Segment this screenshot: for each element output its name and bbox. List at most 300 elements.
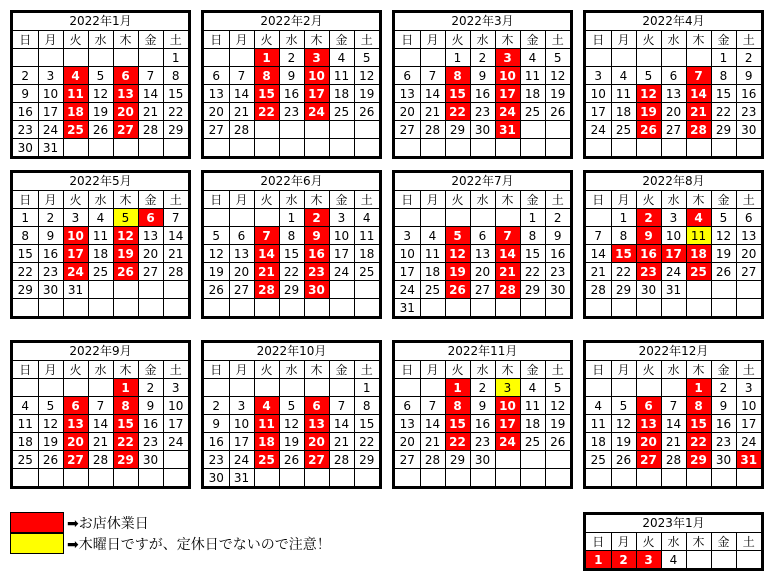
empty-cell [163,451,188,469]
holiday-day-cell: 17 [304,85,329,103]
day-cell: 11 [88,227,113,245]
month-title: 2022年4月 [586,13,761,31]
day-cell: 12 [711,227,736,245]
weekday-header [586,31,761,49]
day-cell: 10 [736,397,761,415]
week-row [586,451,761,469]
empty-cell [304,121,329,139]
day-cell: 21 [329,433,354,451]
empty-cell [661,299,686,317]
holiday-day-cell: 9 [304,227,329,245]
holiday-day-cell: 27 [636,451,661,469]
week-row [586,209,761,227]
empty-cell [445,209,470,227]
week-row [395,49,570,67]
empty-cell [163,139,188,157]
week-row [13,281,188,299]
day-cell: 9 [138,397,163,415]
empty-cell [545,469,570,487]
holiday-day-cell: 4 [254,397,279,415]
day-cell: 14 [229,85,254,103]
empty-cell [545,121,570,139]
month-calendar-next [583,512,764,571]
empty-cell [113,49,138,67]
week-row [204,263,379,281]
weekday-header [13,191,188,209]
empty-cell [38,299,63,317]
holiday-day-cell: 1 [445,379,470,397]
day-cell: 20 [470,263,495,281]
empty-cell [636,379,661,397]
holiday-day-cell: 22 [254,103,279,121]
empty-cell [686,281,711,299]
empty-cell [470,469,495,487]
day-cell: 27 [661,121,686,139]
weekday-cell: 月 [420,31,445,49]
weekday-cell: 水 [279,31,304,49]
day-cell: 28 [229,121,254,139]
day-cell: 15 [354,415,379,433]
day-cell: 7 [163,209,188,227]
day-cell: 19 [354,85,379,103]
weekday-cell: 火 [445,31,470,49]
week-row [13,139,188,157]
day-cell: 12 [204,245,229,263]
day-cell: 26 [354,103,379,121]
empty-cell [636,299,661,317]
weekday-cell: 土 [545,31,570,49]
day-cell: 25 [420,281,445,299]
day-cell: 21 [661,433,686,451]
weekday-cell: 月 [38,191,63,209]
weekday-cell: 木 [304,31,329,49]
empty-cell [204,49,229,67]
day-cell: 5 [545,49,570,67]
empty-cell [229,299,254,317]
weekday-cell: 火 [63,361,88,379]
day-cell: 3 [661,209,686,227]
month-title: 2022年11月 [395,343,570,361]
weekday-cell: 水 [470,361,495,379]
holiday-day-cell: 26 [113,263,138,281]
holiday-day-cell: 3 [636,551,661,569]
empty-cell [661,139,686,157]
day-cell: 23 [545,263,570,281]
day-cell: 13 [204,85,229,103]
weekday-cell: 水 [88,191,113,209]
week-row [586,139,761,157]
day-cell: 22 [163,103,188,121]
empty-cell [229,49,254,67]
holiday-day-cell: 25 [254,451,279,469]
holiday-day-cell: 1 [586,551,611,569]
empty-cell [586,299,611,317]
holiday-day-cell: 31 [495,121,520,139]
weekday-cell: 月 [611,31,636,49]
empty-cell [13,49,38,67]
weekday-cell: 金 [138,31,163,49]
legend [10,512,331,554]
week-row [204,451,379,469]
empty-cell [354,281,379,299]
holiday-day-cell: 18 [686,245,711,263]
day-cell: 17 [586,103,611,121]
week-row [204,299,379,317]
weekday-cell: 日 [395,31,420,49]
day-cell: 26 [711,263,736,281]
empty-cell [204,299,229,317]
week-row [586,299,761,317]
weekday-cell: 金 [329,361,354,379]
empty-cell [204,209,229,227]
empty-cell [163,299,188,317]
day-cell: 20 [138,245,163,263]
empty-cell [586,139,611,157]
empty-cell [736,139,761,157]
day-cell: 2 [711,379,736,397]
weekday-header [395,31,570,49]
day-cell: 27 [736,263,761,281]
holiday-day-cell: 20 [636,433,661,451]
month-title: 2023年1月 [586,515,761,533]
day-cell: 4 [520,49,545,67]
weekday-cell: 土 [736,361,761,379]
weekday-cell: 火 [254,191,279,209]
empty-cell [204,139,229,157]
day-cell: 21 [420,103,445,121]
weekday-cell: 日 [395,191,420,209]
day-cell: 28 [88,451,113,469]
empty-cell [279,379,304,397]
weekday-cell: 木 [686,361,711,379]
holiday-day-cell: 21 [495,263,520,281]
empty-cell [254,299,279,317]
weekday-header [204,191,379,209]
empty-cell [470,209,495,227]
day-cell: 24 [329,263,354,281]
day-cell: 16 [38,245,63,263]
week-row [395,209,570,227]
day-cell: 17 [163,415,188,433]
day-cell: 1 [13,209,38,227]
weekday-cell: 金 [138,361,163,379]
day-cell: 1 [445,49,470,67]
holiday-day-cell: 15 [113,415,138,433]
empty-cell [329,281,354,299]
empty-cell [686,469,711,487]
empty-cell [279,121,304,139]
empty-cell [520,451,545,469]
empty-cell [138,281,163,299]
holiday-day-cell: 15 [445,85,470,103]
day-cell: 18 [520,85,545,103]
day-cell: 15 [279,245,304,263]
holiday-day-cell: 29 [113,451,138,469]
holiday-day-cell: 18 [63,103,88,121]
weekday-cell: 金 [520,31,545,49]
legend-notice-label: ➡木曜日ですが、定休日でないので注意！ [67,536,331,553]
notice-day-cell: 5 [113,209,138,227]
day-cell: 30 [470,121,495,139]
weekday-cell: 木 [686,31,711,49]
day-cell: 19 [204,263,229,281]
holiday-day-cell: 8 [254,67,279,85]
week-row [395,227,570,245]
holiday-day-cell: 16 [304,245,329,263]
weekday-cell: 月 [229,31,254,49]
day-cell: 21 [420,433,445,451]
holiday-day-cell: 3 [304,49,329,67]
holiday-day-cell: 22 [445,433,470,451]
day-cell: 18 [520,415,545,433]
empty-cell [711,281,736,299]
day-cell: 16 [736,85,761,103]
day-cell: 6 [736,209,761,227]
day-cell: 29 [445,121,470,139]
day-cell: 3 [586,67,611,85]
holiday-day-cell: 14 [495,245,520,263]
day-cell: 11 [354,227,379,245]
holiday-day-cell: 10 [304,67,329,85]
week-row [204,49,379,67]
week-row [13,299,188,317]
day-cell: 9 [279,67,304,85]
day-cell: 18 [611,103,636,121]
day-cell: 12 [279,415,304,433]
empty-cell [13,469,38,487]
day-cell: 29 [445,451,470,469]
weekday-header [13,31,188,49]
weekday-cell: 月 [38,361,63,379]
week-row [13,451,188,469]
month-title: 2022年6月 [204,173,379,191]
month-table [395,191,570,316]
day-cell: 14 [88,415,113,433]
day-cell: 25 [13,451,38,469]
week-row [586,469,761,487]
empty-cell [470,139,495,157]
weekday-cell: 土 [545,361,570,379]
holiday-day-cell: 19 [636,103,661,121]
day-cell: 9 [470,397,495,415]
empty-cell [88,281,113,299]
weekday-cell: 土 [545,191,570,209]
day-cell: 3 [736,379,761,397]
empty-cell [38,469,63,487]
weekday-cell: 日 [13,361,38,379]
empty-cell [520,139,545,157]
day-cell: 5 [711,209,736,227]
day-cell: 7 [88,397,113,415]
day-cell: 7 [229,67,254,85]
day-cell: 17 [38,103,63,121]
empty-cell [420,49,445,67]
week-row [204,67,379,85]
week-row [204,121,379,139]
day-cell: 22 [611,263,636,281]
empty-cell [13,299,38,317]
month-title: 2022年12月 [586,343,761,361]
empty-cell [304,139,329,157]
empty-cell [254,209,279,227]
weekday-cell: 火 [445,361,470,379]
empty-cell [545,451,570,469]
weekday-cell: 土 [736,191,761,209]
day-cell: 9 [545,227,570,245]
day-cell: 24 [586,121,611,139]
day-cell: 5 [611,397,636,415]
week-row [395,121,570,139]
day-cell: 30 [711,451,736,469]
month-table [13,191,188,316]
day-cell: 11 [520,67,545,85]
weekday-cell: 土 [736,31,761,49]
day-cell: 7 [661,397,686,415]
day-cell: 24 [163,433,188,451]
week-row [13,245,188,263]
empty-cell [420,139,445,157]
empty-cell [611,49,636,67]
weekday-cell: 日 [13,191,38,209]
week-row [204,397,379,415]
empty-cell [254,469,279,487]
week-row [395,263,570,281]
day-cell: 7 [329,397,354,415]
weekday-cell: 木 [686,191,711,209]
weekday-header [204,361,379,379]
day-cell: 6 [229,227,254,245]
day-cell: 2 [204,397,229,415]
weekday-header [13,361,188,379]
empty-cell [204,379,229,397]
day-cell: 1 [354,379,379,397]
day-cell: 3 [395,227,420,245]
day-cell: 6 [395,67,420,85]
day-cell: 25 [88,263,113,281]
holiday-day-cell: 25 [63,121,88,139]
week-row [395,67,570,85]
notice-swatch [10,533,64,554]
day-cell: 8 [520,227,545,245]
empty-cell [611,139,636,157]
weekday-cell: 木 [495,191,520,209]
month-calendar [583,10,764,159]
weekday-cell: 水 [470,191,495,209]
day-cell: 10 [661,227,686,245]
week-row [395,379,570,397]
day-cell: 11 [586,415,611,433]
weekday-cell: 月 [229,361,254,379]
day-cell: 13 [470,245,495,263]
empty-cell [495,451,520,469]
day-cell: 2 [470,49,495,67]
empty-cell [495,209,520,227]
day-cell: 16 [204,433,229,451]
holiday-day-cell: 14 [686,85,711,103]
day-cell: 2 [736,49,761,67]
day-cell: 23 [711,433,736,451]
empty-cell [138,469,163,487]
holiday-day-cell: 28 [254,281,279,299]
day-cell: 24 [736,433,761,451]
day-cell: 21 [586,263,611,281]
day-cell: 21 [163,245,188,263]
day-cell: 18 [586,433,611,451]
day-cell: 24 [38,121,63,139]
empty-cell [520,299,545,317]
holiday-day-cell: 6 [636,397,661,415]
day-cell: 22 [13,263,38,281]
weekday-header [586,191,761,209]
month-table [586,191,761,316]
day-cell: 13 [661,85,686,103]
day-cell: 20 [736,245,761,263]
weekday-cell: 日 [204,31,229,49]
month-title: 2022年2月 [204,13,379,31]
day-cell: 27 [204,121,229,139]
holiday-day-cell: 13 [63,415,88,433]
day-cell: 4 [329,49,354,67]
day-cell: 19 [611,433,636,451]
weekday-header [395,361,570,379]
day-cell: 8 [711,67,736,85]
day-cell: 11 [420,245,445,263]
day-cell: 16 [470,85,495,103]
day-cell: 27 [470,281,495,299]
empty-cell [254,139,279,157]
day-cell: 5 [354,49,379,67]
day-cell: 22 [520,263,545,281]
week-row [586,433,761,451]
empty-cell [611,379,636,397]
holiday-day-cell: 3 [495,49,520,67]
week-row [395,415,570,433]
day-cell: 14 [586,245,611,263]
month-table [586,31,761,156]
day-cell: 9 [38,227,63,245]
day-cell: 24 [229,451,254,469]
day-cell: 16 [13,103,38,121]
day-cell: 4 [520,379,545,397]
week-row [204,85,379,103]
day-cell: 9 [13,85,38,103]
day-cell: 16 [279,85,304,103]
day-cell: 27 [395,121,420,139]
holiday-day-cell: 15 [445,415,470,433]
day-cell: 14 [329,415,354,433]
holiday-day-cell: 10 [63,227,88,245]
day-cell: 13 [138,227,163,245]
day-cell: 5 [38,397,63,415]
weekday-cell: 金 [711,361,736,379]
empty-cell [586,49,611,67]
holiday-day-cell: 24 [304,103,329,121]
empty-cell [586,379,611,397]
day-cell: 12 [545,67,570,85]
day-cell: 30 [138,451,163,469]
holiday-day-cell: 23 [304,263,329,281]
weekday-cell: 日 [13,31,38,49]
weekday-cell: 土 [354,191,379,209]
holiday-day-cell: 24 [63,263,88,281]
day-cell: 24 [395,281,420,299]
empty-cell [495,139,520,157]
day-cell: 19 [545,415,570,433]
week-row [586,397,761,415]
day-cell: 26 [545,103,570,121]
holiday-day-cell: 7 [686,67,711,85]
week-row [204,433,379,451]
